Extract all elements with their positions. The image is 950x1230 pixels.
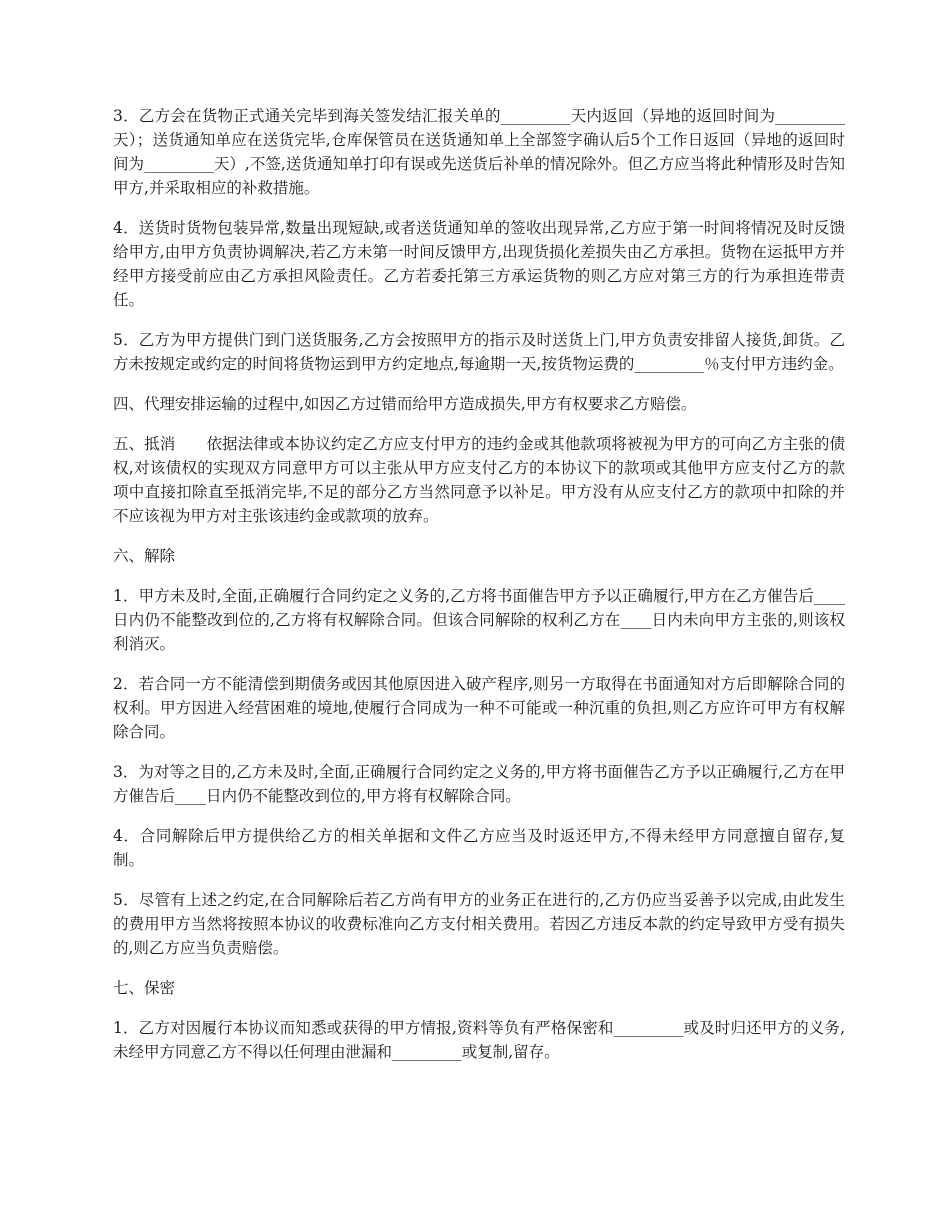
- termination-clause-3: 3．为对等之目的,乙方未及时,全面,正确履行合同约定之义务的,甲方将书面催告乙方予以正确履行,乙方在甲方催告后____日内仍不能整改到位的,甲方将有权解除合同。: [113, 763, 845, 805]
- clause-4-packaging-exception: 4．送货时货物包装异常,数量出现短缺,或者送货通知单的签收出现异常,乙方应于第一时间将情况及时反馈给甲方,由甲方负责协调解决,若乙方未第一时间反馈甲方,出现货损化差损失由乙方承担。货物在运抵甲方并经甲方接受前应由乙方承担风险责任。乙方若委托第三方承运货物的则乙方应对第三方的行为承担连带责任。: [113, 219, 845, 309]
- termination-clause-5: 5．尽管有上述之约定,在合同解除后若乙方尚有甲方的业务正在进行的,乙方仍应当妥善予以完成,由此发生的费用甲方当然将按照本协议的收费标准向乙方支付相关费用。若因乙方违反本款的约定导致甲方受有损失的,则乙方应当负责赔偿。: [113, 891, 845, 957]
- clause-5-door-to-door: 5．乙方为甲方提供门到门送货服务,乙方会按照甲方的指示及时送货上门,甲方负责安排留人接货,卸货。乙方未按规定或约定的时间将货物运到甲方约定地点,每逾期一天,按货物运费的_________％支付甲方违约金。: [113, 331, 845, 373]
- document-page: [113, 104, 845, 1080]
- section-6-heading: 六、解除: [113, 547, 176, 565]
- termination-clause-4: 4．合同解除后甲方提供给乙方的相关单据和文件乙方应当及时返还甲方,不得未经甲方同意擅自留存,复制。: [113, 827, 845, 869]
- section-7-heading: 七、保密: [113, 979, 176, 997]
- clause-3-return-time: 3．乙方会在货物正式通关完毕到海关签发结汇报关单的_________天内返回（异地的返回时间为_________天）；送货通知单应在送货完毕,仓库保管员在送货通知单上全部签字确认后5个工作日返回（异地的返回时间为_________天）,不签,送货通知单打印有误或先送货后补单的情况除外。但乙方应当将此种情形及时告知甲方,并采取相应的补救措施。: [113, 107, 845, 197]
- section-5-offset: 五、抵消 依据法律或本协议约定乙方应支付甲方的违约金或其他款项将被视为甲方的可向乙方主张的债权,对该债权的实现双方同意甲方可以主张从甲方应支付乙方的本协议下的款项或其他甲方应支付乙方的款项中直接扣除直至抵消完毕,不足的部分乙方当然同意予以补足。甲方没有从应支付乙方的款项中扣除的并不应该视为甲方对主张该违约金或款项的放弃。: [113, 435, 845, 525]
- termination-clause-1: 1．甲方未及时,全面,正确履行合同约定之义务的,乙方将书面催告甲方予以正确履行,甲方在乙方催告后____日内仍不能整改到位的,乙方将有权解除合同。但该合同解除的权利乙方在____日内未向甲方主张的,则该权利消灭。: [113, 587, 845, 653]
- termination-clause-2: 2．若合同一方不能清偿到期债务或因其他原因进入破产程序,则另一方取得在书面通知对方后即解除合同的权利。甲方因进入经营困难的境地,使履行合同成为一种不可能或一种沉重的负担,则乙方应许可甲方有权解除合同。: [113, 675, 845, 741]
- confidentiality-clause-1: 1．乙方对因履行本协议而知悉或获得的甲方情报,资料等负有严格保密和_________或及时归还甲方的义务,未经甲方同意乙方不得以任何理由泄漏和_________或复制,留存。: [113, 1019, 845, 1061]
- section-4-heading: 四、代理安排运输的过程中,如因乙方过错而给甲方造成损失,甲方有权要求乙方赔偿。: [113, 395, 697, 413]
